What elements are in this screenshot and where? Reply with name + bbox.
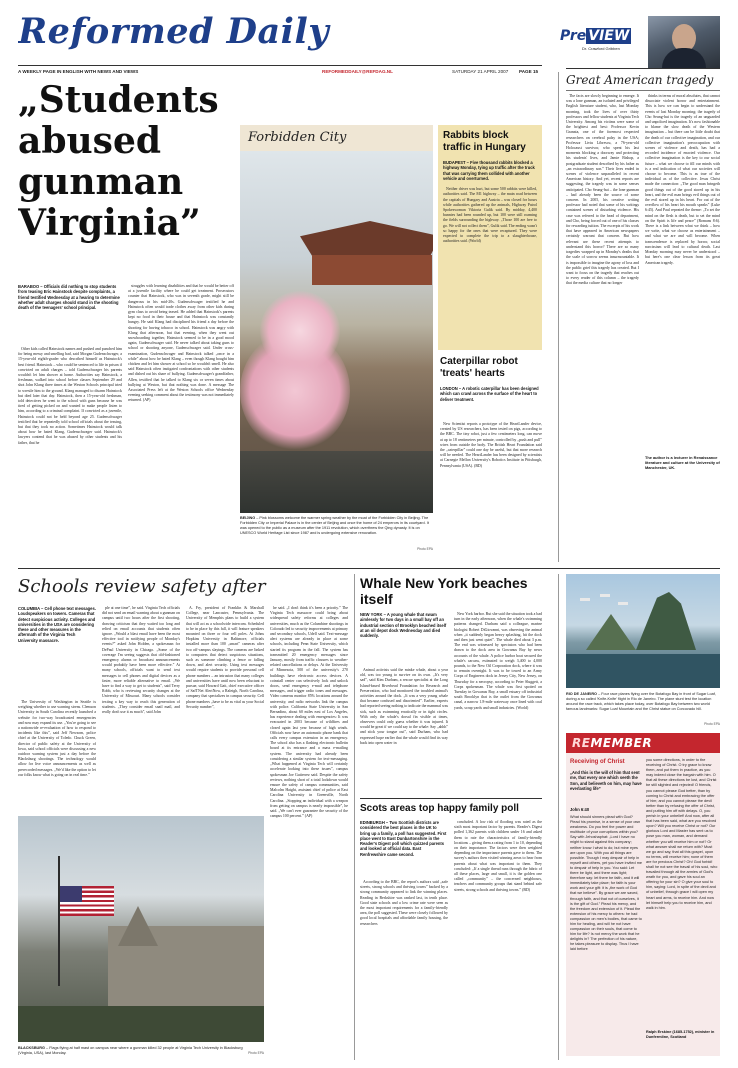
preview-logo (560, 25, 632, 59)
whale-scots-rule (360, 798, 542, 799)
schools-col1-text: The University of Washington in Seattle is weighing whether to use warning sirens. Clemson University in South Carolina recently launched a website for two-way broadcasted emergencies and now may expand its use. „You're going to see a nationwide re-evaluation of how to respond to incidents like this”, said Jeff Newsom, police chief at the University of Toledo. Chuck Green, director of public safety at the University of Iowa, said school officials were discussing a new outdoor warning system just a day before the Blacksburg shootings. The technology would allow for live voice announcements as well as prerecorded messages. „We'd like the option to let our folks know what is going on in real time.” (18, 700, 96, 777)
students-col2-text: struggles with learning disabilities and that he would be better off at a juvenile facility where he could get treatment. Prosecutors counter that Hainstock, who was in seventh grade, might still be dangerous in his mid-20s. Gudenschwager testified he and Hainstock often would trade clothes away from other kids during gym class to avoid being teased. He added that Hainstock's parents kept no food in their house and that Hainstock was constantly hungry. He said Klang had disciplined his friend a day before the shooting for having tobacco in school. Hainstock was angry with Klang that afternoon, but that evening, when they went out snowboarding together, Hainstock seemed to be in a good mood again, Gudenschwager said. He never talked about taking guns to school or shooting anyone, Gudenschwager said. Under cross-examination, Gudenschwager and Hainstock talked „once in a while” about how he hated Klang – even though Klang bought him chicken and let him shower at school so he wouldn't smell. He also said Hainstock often instigated confrontations with other students and dished out his share of bullying. Gudenschwager's grandfather, Allen, testified that he talked to Klang six or seven times about bullying at Weston, but that nothing was done. A message The Associated Press left at the Weston Schools office Wednesday evening seeking comment about the testimony was not immediately returned. (AP) (128, 284, 234, 403)
rio-credit: Photo EPA (704, 722, 720, 726)
divider-right-bottom (558, 574, 559, 1060)
remember-col2 (646, 758, 718, 1028)
rio-photo (566, 574, 720, 688)
remember-title (572, 735, 718, 751)
rio-caption-place: RIO DE JANEIRO (566, 692, 598, 696)
remember-col1-text: What should sinners plead with God? Plead his promise, in a sense of your own weakness. Do you feel the power and multitude of your corruptions within you? Say with Jehoshaphat: „Lord I have no might to stand against this company; neither know I what to do; but mine eyes are upon you. With you all things are possible. Though I may despair of help in myself and others, yet you have invited me to despair of help in you. You said: Let there be light, and there was light; therefore say: let there be faith, and it will immediately take place; for faith is your work and your gift: it is „the work of God that we believe”. By grace we are saved, through faith, and that not of ourselves, it is the gift of God.” Plead his mercy, and the freedom and extension of it. Plead the extension of his mercy to others: he had compassion on men's bodies, that came to him for healing, and will he not have compassion on their souls, that come to him for life? Is not mercy the work that he delights in? The perfection of his nature, he takes pleasure to display. Thus I have laid before (570, 815, 642, 952)
students-col1-text: Other kids called Hainstock names and pushed and punched him for being messy and smelling bad, said Morgan Gudenschwager, a 15-year-old eighth-grader who described himself as Hainstock's best friend. Hainstock – who could be sentenced to life in prison if convicted on adult charges – told Gudenschwager his parents wouldn't let him shower at home. Authorities say Hainstock, a freshman, walked into school before classes September 29 and shot John Klang three times at the Weston Schools principal tried to wrestle him to the ground. Klang managed to disarm Hainstock but died later that day. Hainstock, then a 15-year-old freshman, told detectives he went to the school with guns because he was tired of getting picked on and wanted to make people listen to him, according to a criminal complaint. If convicted as a juvenile, Hainstock could not be held beyond age 25. Gudenschwager testified that he repeatedly told school officials about the teasing, but that they took no action. Sometimes Hainstock would talk about how he hated Klang, Gudenschwager said. Hainstock's lawyers contend that he was abused by other students and his father, that he (18, 347, 122, 445)
schools-col3-text: A. Fry, president of Franklin & Marshall College, near Lancaster, Pennsylvania. The University of Memphis plans to build a system that will act as a schoolwide intercom. Scheduled to be in place by this fall, it will feature speakers mounted on three or four cell poles. At Johns Hopkins University in Baltimore, officials installed more than 100 „smart” cameras after two off-campus slayings. The cameras are linked to computers that detect suspicious situations, such as someone climbing a fence or falling down, and alert security. Using text messages would require students to provide personal cell phone numbers – an intrusion that many colleges and universities have until now been reluctant to pursue, said Howard Gatt, chief executive officer of SafTNet AlertNow, a Raleigh, North Carolina, company that specializes in campus security. Cell phone numbers „have to be as vital as your Social Security number”, (186, 606, 264, 709)
remember-banner (566, 733, 720, 753)
scots-lead: EDINBURGH – Two Scottish districts are considered the best places in the UK to bring up a family, a poll has suggested. First place went to East Dunbartonshire in the Reader's Digest poll which quizzed parents and looked at official data. East Renfrewshire came second. (360, 820, 447, 857)
forbidden-caption-text: – Pink blossoms welcome the warmer spring weather by the moat of the Forbidden City in Beijing. The Forbidden City or Imperial Palace is in the center of Beijing and once the home of 24 emperors in its courtyard. It was opened to the public as a museum after the 1911 revolution, which overthrew the Qing dynasty. It is on UNESCO World Heritage List since 1987 and is undergoing extensive renovation. (240, 516, 429, 535)
schools-caption (18, 1046, 248, 1056)
schools-caption-text: – Flags flying at half mast on campus near where a gunman killed 32 people at Virginia Tech University in Blacksburg (Virginia, USA), last Monday. (18, 1046, 243, 1055)
remember-col2-text: you some directions, in order to the receiving of Christ. O try grace to know them, and put them in practice, as you may indeed close the bargain with him. O that all these directions be lost, and Christ be still slighted and rejected! O friends, you cannot please God better, than by coming to Christ and embracing the offer of him; and you cannot please the devil better than by refusing the offer of Christ, and putting him off with delays. O, you perish in your unbelief! And now, after all that has been said, what are you resolved upon? Will you receive Christ or not? Our glorious Lord and Master has sent us to pose you man, woman, and demand whether you will receive him or not? Or what answer shall we return with? Must we go and say, that all this gospel, upon no terms, will receive him; none of them are for precious Christ? Oh! God forbid! shall he not see the travail of his soul, who travailed through all the armies of God's wrath for you, and gave his soul an offering for your sin? O give your soul to him, saying: Lord, in spite of the devil and of unbelief, through grace I will open my heart and arms, to receive him. And now let himself help you to receive him, and walk in him. (646, 758, 718, 910)
forbidden-photo (240, 151, 433, 513)
rio-caption-text: – Four race planes flying over the Botafogo Bay in front of Sugar Loaf, during a so called 'Knife-Knife' flight in Rio de Janeiro. The plane stunt test the location around the race track, which takes place today, over Botafogo Bay between two world famous landmarks: Sugar Loaf Mountain and the Christ statue on Corcovado hill. (566, 692, 716, 711)
preview-pre: Pre (560, 28, 587, 44)
remember-title-member: MEMBER (590, 736, 653, 750)
preview-author: Dr. Crawford Gribben (582, 46, 620, 51)
masthead-title: Reformed Daily (18, 11, 330, 52)
scots-col2 (454, 820, 542, 1050)
students-col1 (18, 347, 122, 559)
students-headline: „Students abused gunman Virginia” (18, 80, 219, 244)
whale-lead: NEW YORK – A young whale that swam aimlessly for two days in a small bay off an industrial section of Brooklyn beached itself at an oil depot dock Wednesday and died suddenly. (360, 612, 447, 639)
preview-author-photo (648, 16, 720, 68)
whale-col2-text: New York harbor. But she said the situation took a bad turn in the early afternoon, when the whale's swimming patterns changed. Durham said a colleague, marine biologist Robert DiGiovanni, was observing the animal when „it suddenly began heavy splashing, hit the dock and then just went quiet”. The whale died about 3 p.m. The end was witnessed by spectators who had been drawn to the dock area in Gowanus Bay by news accounts of the whale. A police harbor boat secured the whale's carcass, estimated to weigh 3,400 to 4,000 pounds, to the New Oil Corporation dock, where it was to remain overnight. It was to be towed to an Army Corps of Engineers dock in Jersey City, New Jersey, on Thursday for a necropsy, according to Peter Sluggett, a Corps spokesman. The whale was first spotted on Tuesday in Gowanus Bay, a small estuary off industrial south Brooklyn that is the outlet from the Gowanus canal, a narrow 1.8-mile waterway once lined with coal yards, scrap yards and small industries. (World) (454, 612, 542, 710)
masthead-date: SATURDAY 21 APRIL 2007 (452, 69, 509, 74)
schools-col4 (270, 606, 348, 1056)
tragedy-headline: Great American tragedy (566, 73, 714, 87)
forbidden-title-bar (240, 125, 433, 151)
caterpillar-lead: LONDON – A robotic caterpillar has been designed which can crawl across the surface of the heart to deliver treatment. (440, 386, 539, 402)
caterpillar-body (440, 422, 542, 562)
schools-credit: Photo EPA (248, 1051, 264, 1055)
masthead-rule (18, 65, 542, 66)
scots-col2-text: concluded. A low risk of flooding was rated as the sixth most important factor by parents. Reader's Digest polled 1,362 parents with children under 16 and asked them to rate the characteristics of family-friendly locations – giving them a rating from 1 to 10, depending on their importance. The factors were then weighted depending on the importance parents gave to them. The survey's authors then visited winning areas to hear from parents about what was important to them. They concluded: „If a single thread runs through the fabric of all these places, large and small, it is the golden one called „community” – the concerned neighbours, teachers and community groups that stand behind safe streets, strong schools and thriving towns.” (BD) (454, 820, 542, 892)
remember-subtitle: Receiving of Christ (570, 759, 625, 765)
preview-rule (566, 68, 720, 69)
schools-col4-text: he said. „I don't think it's been a priority.” The Virginia Tech massacre could bring about widespread safety reforms at colleges and universities, much as the Columbine shootings in Colorado led to security improvements at primary and secondary schools, Udell said. Text-message alert systems are already in place at some schools, including Penn State University, which started its program in the fall. The system has transmitted 20 emergency messages since January, mostly from traffic closures to weather-related cancellations or delays. At the University of Minnesota, 500 of the university's 270 buildings have electronic access devices. A coinstall center can selectively lock and unlock doors, send emergency e-mail and telephone messages, and trigger radio tones and messages. Video cameras monitor 85% locations around the university, and radio networks link the campus with police. California State University in San Bernadino, about 60 miles east of Los Angeles, has experience dealing with emergencies: It was evacuated in 2003 because of wildfires and closed again last year because of high winds. Officials now have an automatic phone bank that calls every campus extension in an emergency. The school also has a flashing electronic bulletin board at its entrance and a mass e-mailing system. The university had already been considering a similar system for text-messaging. „What happened at Virginia Tech will certainly accelerate looking into these issues”, campus spokesman Joe Gutierrez said. Despite the safety reviews, nothing short of a total lockdown would ensure the safety of campus communities, said Malcolm Haight, assistant chief of police at East Carolina University in Greenville, North Carolina. „Stopping an individual with a weapon from getting on campus is nearly impossible”, he said. „We can't ever guarantee the security of the campus 100 percent.” (AP) (270, 606, 348, 819)
tragedy-author: The author is a lecturer in Renaissance literature and culture at the University of Manchester, UK. (645, 455, 720, 471)
schools-col2 (102, 606, 180, 810)
forbidden-credit: Photo EPA (417, 547, 433, 551)
caterpillar-headline: Caterpillar robot 'treats' hearts (440, 356, 518, 379)
forbidden-title: Forbidden City (248, 130, 347, 145)
rio-caption (566, 692, 720, 726)
scots-headline: Scots areas top happy family poll (360, 803, 519, 814)
schools-col1 (18, 700, 96, 810)
divider-right-top (558, 72, 559, 562)
tragedy-col1-text: The facts are slowly beginning to emerge. It was a lone gunman, an isolated and privileged English literature student, who, last Monday morning, took the lives of over thirty professors and fellow students at Virginia Tech University. Among his victims were some of the brightest and best: Professor Kevin Granata, one of the foremost respected researchers on cerebral palsy in the USA; Professor Liviu Librescu, a 76-year-old Holocaust survivor, who spent his last moments blocking a doorway and protecting his students' lives, and Jamie Bishop, a postgraduate student described by his father as „an extraordinary son.” Their lives ended in scenes of violence unparalleled in recent American history. And yet, recent reports are suggesting, the tragedy was in some senses anticipated. Cho Seung-hui – the lone gunman – had already been the source of some concern. In 2005, his creative writing professor had noted that some of his writings contained scenes of disturbing violence. His case was referred to the head of department, and Cho, being forced out of one of his classes for rewarding tuition. The excerpts of his work that have appeared in American newspapers certainly warrant that concern. But how relevant are these recent attempts to understand this horror? There are so many tragedies wrapped up in Monday's deaths that the scale of sorrow seems insurmountable. It is impossible to imagine the agony of loss and the public grief this tragedy has created. But I want to focus on the tragedy that reaches out to every reader of this column – the tragedy that the media culture that no longer (566, 94, 639, 286)
divider-mid-bottom (354, 574, 355, 1060)
preview-view: VIEW (588, 28, 630, 44)
schools-lead: COLUMBIA – Cell phone text messages. Loudspeakers on towers. Cameras that detect suspicious activity. Colleges and universities in the USA are considering these and other measures in the aftermath of the Virginia Tech University massacre. (18, 606, 96, 643)
whale-col2 (454, 612, 542, 794)
forbidden-caption-place: BEIJING (240, 516, 256, 520)
masthead-tagline: A WEEKLY PAGE IN ENGLISH WITH NEWS AND VIEWS (18, 69, 139, 74)
section-rule-middle (18, 568, 720, 569)
remember-author: Ralph Erskine (1685-1752), minister in Dunfermline, Scotland (646, 1030, 715, 1040)
rabbits-box (438, 125, 542, 350)
scots-col1 (360, 880, 448, 1050)
students-lead: BARABOO – Officials did nothing to stop students from teasing Eric Hainstock despite complaints, a friend testified Wednesday at a hearing to determine whether adult charges should stand in the shooting death of the teenagers' school principal. (18, 284, 120, 311)
schools-photo (18, 816, 264, 1042)
remember-verse: „And this is the will of him that sent me, that every one which seeth the Son, and believeth on him, may have everlasting life” (570, 770, 642, 791)
remember-title-re: RE (572, 736, 591, 750)
whale-headline: Whale New York beaches itself (360, 575, 528, 607)
students-col2 (128, 284, 234, 559)
remember-ref: John 6:40 (570, 807, 590, 812)
tragedy-col1 (566, 94, 639, 494)
whale-col1-text: Animal activists said the minke whale, about a year old, was too young to survive on its own. „It's very sad”, said Kim Durham, a rescue specialist at the Long Island-based Riverhead Foundation for Research and Preservation, who had monitored the troubled animal's activities around the dock. „It was a very young whale that became confused and disoriented”. Earlier, experts had reported seeing nothing to indicate the mammal was sick, such as swimming erratically or in tight circles. With only the whale's dorsal fin visible at times, observers could only guess whether it was injured. It would be great if we could say to the whale: Say „ahhh” and stick your tongue out”, said Durham, who had expressed hope earlier that the whale would find its way back into open water in (360, 668, 448, 745)
scots-col1-text: According to the BBC, the report's authors said „safe streets, strong schools and thriving towns” backed by a strong community appeared to link the winning places. Reading in Berkshire was ranked last, in tenth place. Good state schools and a low crime rate were seen as the most important requirements for a family-friendly area, the poll suggested. These were closely followed by good local hospitals and affordable family housing, the researchers (360, 880, 448, 926)
caterpillar-body-text: New Scientist reports a prototype of the HeartLander device, created by US researchers, has been tested on pigs, according to the BBC. The tiny robot, just a few centimeters long, can move at up to 18 centimeters per minute, controlled by „push and pull” wires from outside the body. The British Heart Foundation said the „caterpillar” could one day be useful, but that more research will be needed. The HeartLander has been designed by scientists at Carnegie Mellon University's Robotics Institute in Pittsburgh, Pennsylvania (USA). (BD) (440, 422, 542, 468)
whale-col1 (360, 668, 448, 794)
schools-col2-text: ple at one time”, he said. Virginia Tech officials did not send an email warning about a gunman on campus until two hours after the first shooting, drawing criticism that they waited too long and relied on email accounts that students often ignore. „Would a blast email have been the most effective tool in notifying people of Monday's events?” asked John Holden, a spokesman for DePaul University in Chicago. „Some of the coverage I'm seeing suggests that old-fashioned emergency alarms or broadcast announcements would probably have been more effective.” At many schools, officials want to send text messages to cell phones and digital devices as a faster, more reliable alternative to email. „We have to find a way to get to students”, said Terry Robb, who is reviewing security changes at the University of Missouri. Many schools consider texting a key way to reach this generation of students. „They consider email snail mail, and really don't use it as much”, said John (102, 606, 180, 715)
schools-headline: Schools review safety after (18, 576, 266, 597)
schools-col3 (186, 606, 264, 810)
rabbits-lead: BUDAPEST – Five thousand rabbits blocked a highway Monday, tying up traffic after the truck that was carrying them collided with another vehicle and overturned. (443, 160, 535, 181)
forbidden-caption (240, 516, 433, 548)
rabbits-body-text: Neither driver was hurt, but some 500 rabbits were killed, authorities said. The M1 highway – the main road between the capitals of Hungary and Austria – was closed for hours while authorities gathered up the animals, Highway Patrol Spokeswoman Viktoria Gulik said. By midday, 4,400 bunnies had been rounded up, but 100 were still roaming the fields surrounding the highway. „Those 100 are free to go. We will not collect them”, Gulik said. The ending wasn't so happy for the ones that were recaptured. They were expected to complete the trip to a slaughterhouse, authorities said. (World) (443, 187, 537, 244)
remember-col1 (570, 815, 642, 1053)
tragedy-col2-text: thinks in terms of moral absolutes, that cannot dissociate violent horror and entertainment. This is how we can begin to understand the events of last Monday morning; the tragedy of Cho Seung-hui is the tragedy of an unguarded and unpoliced imagination. It's now fashionable to blame the slow death of the Western imagination – but there can be little doubt that the death of our collective imagination, and our collective imagination's preoccupation with scenes of violence and death, has had a recorded incidence of enacted violence. Our collective imagination is the key to our social future – what we choose to fill our minds with is a real indication of what our societies will choose to become. This is as true of the individual as of the collective. Jesus Christ made the connection: „The good man bringeth good things out of the good stored up in his heart, and the evil man brings evil things out of the evil stored up in his heart. For out of the overflow of his heart his mouth speaks” (Luke 6:45). And Paul repeated the theme: „To set the mind on the flesh is death, but to set the mind on the Spirit is life and peace” (Romans 8:6). There is a link between what we think – how we write, what we choose as entertainment – and what we are and will become. When transcendence is replaced by horror, social narcissism will lead to cultural death. Last Monday morning may never be understood – but here's one clear lesson from its great American tragedy. (645, 94, 720, 265)
rabbits-headline: Rabbits block traffic in Hungary (443, 130, 526, 153)
masthead-email[interactable]: REFORMEDDAILY@REFDAG.NL (322, 69, 393, 74)
masthead-page: PAGE 15 (519, 69, 539, 74)
schools-caption-place: BLACKSBURG (18, 1046, 45, 1050)
tragedy-rule (566, 90, 720, 91)
tragedy-col2 (645, 94, 720, 454)
rabbits-body (443, 187, 537, 244)
